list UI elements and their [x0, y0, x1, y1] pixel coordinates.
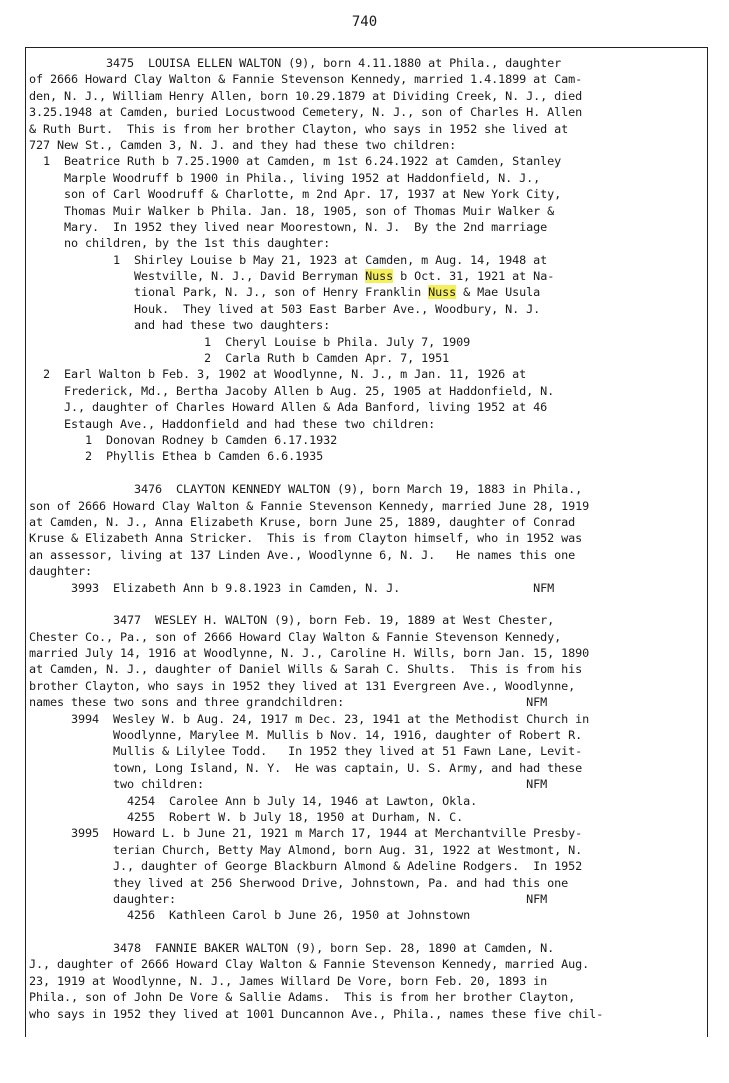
entry-block — [29, 481, 705, 596]
text-line: of 2666 Howard Clay Walton & Fannie Stevenson Kennedy, married 1.4.1899 at Cam- — [29, 72, 583, 87]
text-line: 3477 WESLEY H. WALTON (9), born Feb. 19, 1889 at West Chester, — [29, 613, 555, 628]
text-line: Houk. They lived at 503 East Barber Ave., Woodbury, N. J. — [29, 301, 541, 316]
text-line: brother Clayton, who says in 1952 they lived at 131 Evergreen Ave., Woodlynne, — [29, 678, 576, 693]
entry-block — [29, 940, 705, 1022]
text-line: son of 2666 Howard Clay Walton & Fannie Stevenson Kennedy, married June 28, 1919 — [29, 498, 590, 513]
text-line: Phila., son of John De Vore & Sallie Adams. This is from her brother Clayton, — [29, 990, 576, 1005]
block-spacer — [29, 596, 705, 612]
block-spacer — [29, 924, 705, 940]
text-line: names these two sons and three grandchildren: NFM — [29, 695, 548, 710]
text-line: Estaugh Ave., Haddonfield and had these two children: — [29, 416, 436, 431]
text-line: terian Church, Betty May Almond, born Aug. 31, 1922 at Westmont, N. — [29, 842, 583, 857]
highlighted-text: Nuss — [428, 285, 457, 300]
page-number: 740 — [351, 14, 378, 30]
text-line: 2 Earl Walton b Feb. 3, 1902 at Woodlynne, N. J., m Jan. 11, 1926 at — [29, 367, 527, 382]
text-line: 23, 1919 at Woodlynne, N. J., James Willard De Vore, born Feb. 20, 1893 in — [29, 973, 548, 988]
text-line: 3475 LOUISA ELLEN WALTON (9), born 4.11.1880 at Phila., daughter — [29, 56, 562, 70]
text-line: den, N. J., William Henry Allen, born 10.29.1879 at Dividing Creek, N. J., died — [29, 88, 583, 103]
text-line: Marple Woodruff b 1900 in Phila., living 1952 at Haddonfield, N. J., — [29, 170, 541, 185]
text-line: Mary. In 1952 they lived near Moorestown, N. J. By the 2nd marriage — [29, 219, 548, 234]
text-line: Thomas Muir Walker b Phila. Jan. 18, 1905, son of Thomas Muir Walker & — [29, 203, 555, 218]
text-line: 3993 Elizabeth Ann b 9.8.1923 in Camden, N. J. NFM — [29, 580, 555, 595]
text-line: J., daughter of George Blackburn Almond & Adeline Rodgers. In 1952 — [29, 859, 583, 874]
entry-block — [29, 55, 705, 465]
text-line: they lived at 256 Sherwood Drive, Johnstown, Pa. and had this one — [29, 875, 569, 890]
text-line: an assessor, living at 137 Linden Ave., Woodlynne 6, N. J. He names this one — [29, 547, 576, 562]
text-line: 1 Cheryl Louise b Phila. July 7, 1909 — [29, 334, 471, 349]
text-line: Mullis & Lilylee Todd. In 1952 they lived at 51 Fawn Lane, Levit- — [29, 744, 583, 759]
text-line: 3995 Howard L. b June 21, 1921 m March 17, 1944 at Merchantville Presby- — [29, 826, 583, 841]
text-line: two children: NFM — [29, 777, 548, 792]
text-line: 3.25.1948 at Camden, buried Locustwood Cemetery, N. J., son of Charles H. Allen — [29, 105, 583, 120]
text-line: no children, by the 1st this daughter: — [29, 236, 331, 251]
text-line: 1 Donovan Rodney b Camden 6.17.1932 — [29, 432, 338, 447]
text-line: Kruse & Elizabeth Anna Stricker. This is from Clayton himself, who in 1952 was — [29, 531, 583, 546]
text-line: 2 Phyllis Ethea b Camden 6.6.1935 — [29, 449, 324, 464]
text-line: and had these two daughters: — [29, 318, 331, 333]
text-line: 2 Carla Ruth b Camden Apr. 7, 1951 — [29, 351, 450, 366]
text-line: Frederick, Md., Bertha Jacoby Allen b Aug. 25, 1905 at Haddonfield, N. — [29, 383, 555, 398]
text-line: 3478 FANNIE BAKER WALTON (9), born Sep. 28, 1890 at Camden, N. — [29, 941, 555, 956]
text-line: 4254 Carolee Ann b July 14, 1946 at Lawton, Okla. — [29, 793, 478, 808]
text-line: 4255 Robert W. b July 18, 1950 at Durham, N. C. — [29, 809, 464, 824]
entry-block — [29, 612, 705, 923]
text-line: at Camden, N. J., Anna Elizabeth Kruse, born June 25, 1889, daughter of Conrad — [29, 514, 576, 529]
block-spacer — [29, 465, 705, 481]
text-line: 3994 Wesley W. b Aug. 24, 1917 m Dec. 23, 1941 at the Methodist Church in — [29, 711, 590, 726]
highlighted-text: Nuss — [365, 269, 394, 284]
text-line: Chester Co., Pa., son of 2666 Howard Clay Walton & Fannie Stevenson Kennedy, — [29, 629, 562, 644]
text-line: daughter: NFM — [29, 891, 548, 906]
text-line: 4256 Kathleen Carol b June 26, 1950 at Johnstown — [29, 908, 471, 923]
text-line: J., daughter of Charles Howard Allen & Ada Banford, living 1952 at 46 — [29, 400, 548, 415]
text-line: & Ruth Burt. This is from her brother Clayton, who says in 1952 she lived at — [29, 121, 569, 136]
text-line: at Camden, N. J., daughter of Daniel Wills & Sarah C. Shults. This is from his — [29, 662, 583, 677]
text-line: 1 Shirley Louise b May 21, 1923 at Camden, m Aug. 14, 1948 at — [29, 252, 548, 267]
text-line: Westville, N. J., David Berryman Nuss b Oct. 31, 1921 at Na- — [29, 269, 555, 284]
text-line: who says in 1952 they lived at 1001 Duncannon Ave., Phila., names these five chil- — [29, 1006, 604, 1021]
text-line: 1 Beatrice Ruth b 7.25.1900 at Camden, m 1st 6.24.1922 at Camden, Stanley — [29, 154, 562, 169]
text-line: 3476 CLAYTON KENNEDY WALTON (9), born March 19, 1883 in Phila., — [29, 482, 583, 497]
document-frame — [25, 47, 708, 1037]
text-line: 727 New St., Camden 3, N. J. and they had these two children: — [29, 137, 457, 152]
text-line: town, Long Island, N. Y. He was captain, U. S. Army, and had these — [29, 760, 583, 775]
text-line: son of Carl Woodruff & Charlotte, m 2nd Apr. 17, 1937 at New York City, — [29, 187, 562, 202]
text-line: Woodlynne, Marylee M. Mullis b Nov. 14, 1916, daughter of Robert R. — [29, 728, 583, 743]
text-line: married July 14, 1916 at Woodlynne, N. J., Caroline H. Wills, born Jan. 15, 1890 — [29, 646, 590, 661]
text-line: tional Park, N. J., son of Henry Franklin Nuss & Mae Usula — [29, 285, 541, 300]
text-line: J., daughter of 2666 Howard Clay Walton & Fannie Stevenson Kennedy, married Aug. — [29, 957, 590, 972]
document-body — [29, 55, 705, 1022]
text-line: daughter: — [29, 564, 93, 579]
